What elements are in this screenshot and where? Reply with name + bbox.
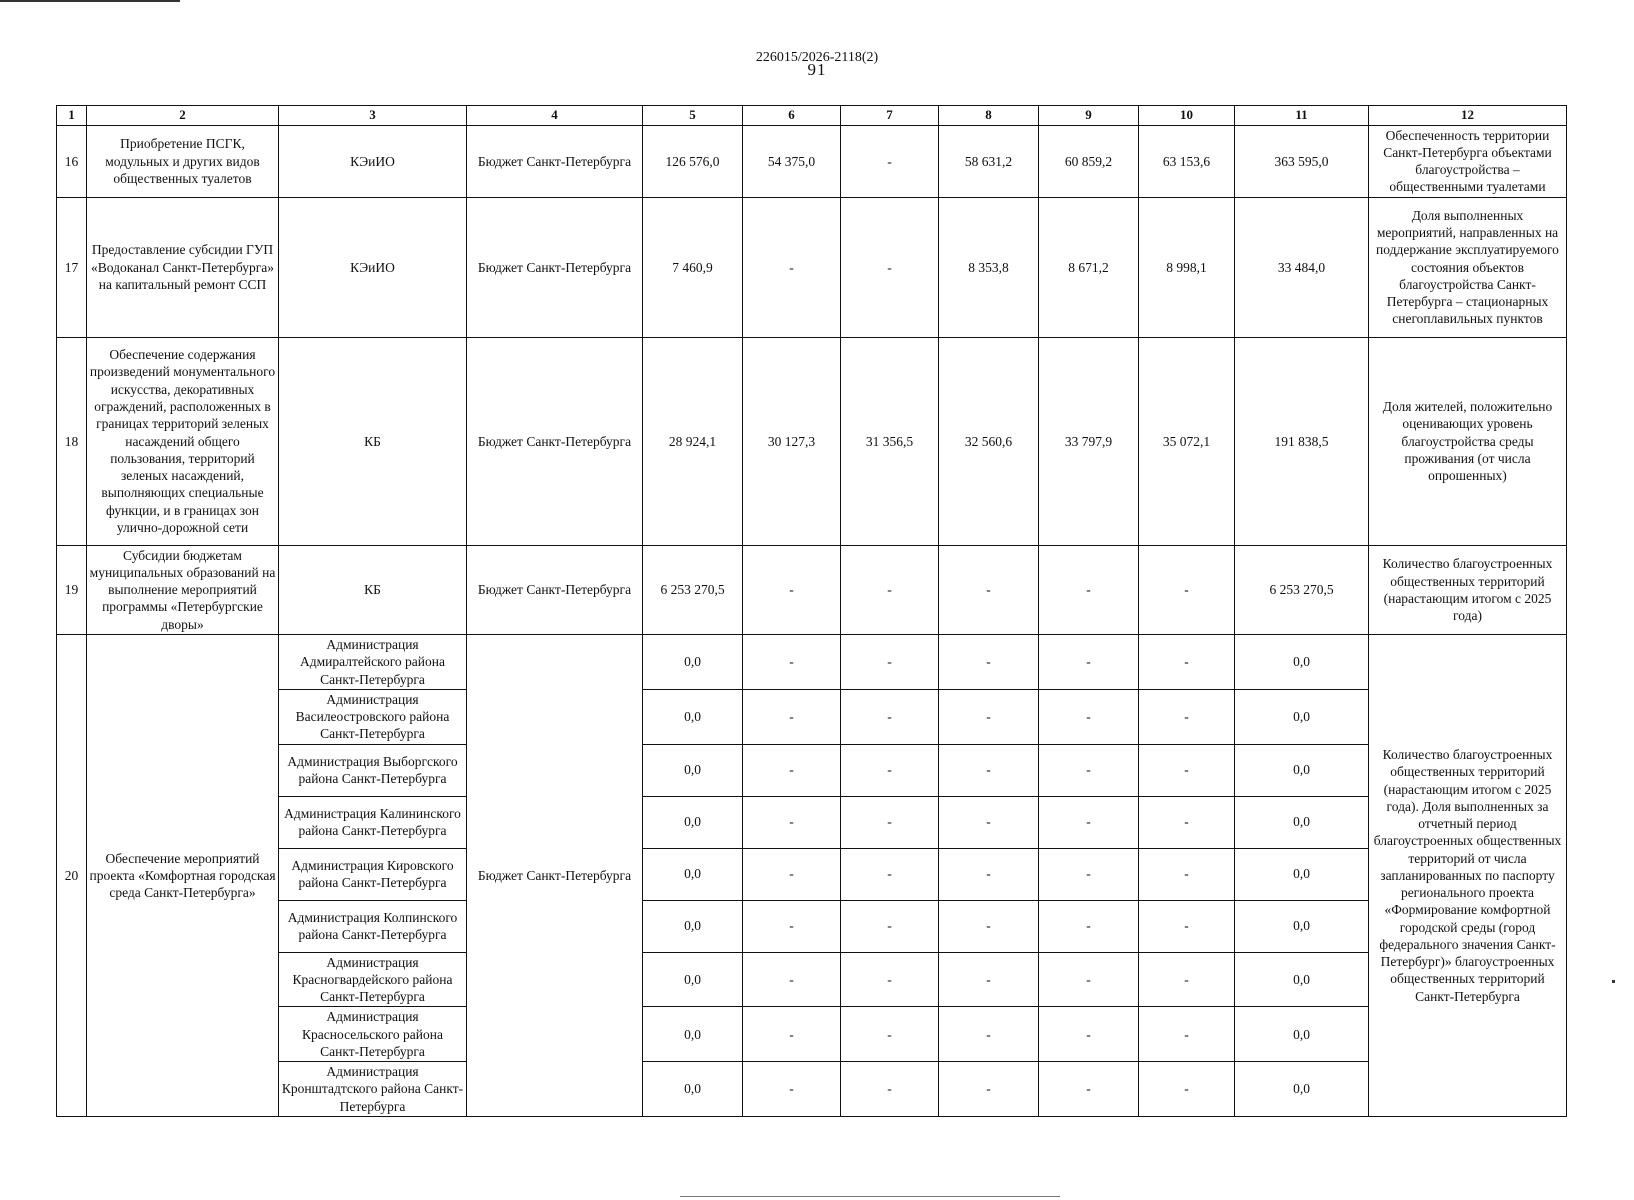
funding-source: Бюджет Санкт-Петербурга <box>467 197 643 337</box>
amount-cell: - <box>1039 952 1139 1007</box>
executor: Администрация Красногвардейского района Санкт-Петербурга <box>279 952 467 1007</box>
amount-cell: - <box>1139 635 1235 690</box>
row-number: 19 <box>57 545 87 634</box>
column-header: 8 <box>939 106 1039 126</box>
amount-cell: 0,0 <box>1235 689 1369 744</box>
amount-cell: - <box>841 1007 939 1062</box>
funding-source: Бюджет Санкт-Петербурга <box>467 545 643 634</box>
amount-cell: 0,0 <box>1235 900 1369 952</box>
table-row <box>57 1007 1567 1062</box>
row-number: 17 <box>57 197 87 337</box>
column-header: 11 <box>1235 106 1369 126</box>
amount-cell: - <box>1039 689 1139 744</box>
amount-cell: 54 375,0 <box>743 125 841 197</box>
activity-name: Обеспечение мероприятий проекта «Комфортная городская среда Санкт-Петербурга» <box>87 635 279 1117</box>
amount-cell: - <box>841 545 939 634</box>
amount-cell: - <box>1139 744 1235 796</box>
amount-cell: - <box>1039 796 1139 848</box>
amount-cell: - <box>841 744 939 796</box>
amount-cell: 35 072,1 <box>1139 337 1235 545</box>
amount-cell: - <box>939 1062 1039 1117</box>
amount-cell: - <box>1039 1062 1139 1117</box>
activity-name: Субсидии бюджетам муниципальных образований на выполнение мероприятий программы «Петербургские дворы» <box>87 545 279 634</box>
executor: Администрация Кронштадтского района Санкт-Петербурга <box>279 1062 467 1117</box>
amount-cell: - <box>1139 1062 1235 1117</box>
column-header: 6 <box>743 106 841 126</box>
column-header: 4 <box>467 106 643 126</box>
row-number: 18 <box>57 337 87 545</box>
table-row <box>57 635 1567 690</box>
scan-mark <box>1612 980 1615 983</box>
executor: КБ <box>279 337 467 545</box>
amount-cell: - <box>1039 635 1139 690</box>
amount-cell: 0,0 <box>643 1062 743 1117</box>
column-header: 5 <box>643 106 743 126</box>
funding-source: Бюджет Санкт-Петербурга <box>467 125 643 197</box>
amount-cell: - <box>1139 900 1235 952</box>
amount-cell: 63 153,6 <box>1139 125 1235 197</box>
amount-cell: - <box>743 744 841 796</box>
amount-cell: - <box>841 689 939 744</box>
amount-cell: - <box>841 848 939 900</box>
amount-cell: 0,0 <box>643 848 743 900</box>
amount-cell: - <box>939 796 1039 848</box>
scan-artifact <box>680 1196 1060 1197</box>
amount-cell: - <box>743 900 841 952</box>
amount-cell: - <box>939 689 1039 744</box>
amount-cell: 0,0 <box>643 744 743 796</box>
amount-cell: - <box>743 1007 841 1062</box>
amount-cell: - <box>1039 900 1139 952</box>
amount-cell: 0,0 <box>643 796 743 848</box>
amount-cell: 0,0 <box>1235 952 1369 1007</box>
table-row <box>57 689 1567 744</box>
executor: КЭиИО <box>279 197 467 337</box>
amount-cell: - <box>1139 1007 1235 1062</box>
executor: КБ <box>279 545 467 634</box>
amount-cell: 0,0 <box>1235 796 1369 848</box>
row-number: 16 <box>57 125 87 197</box>
amount-cell: - <box>841 796 939 848</box>
amount-cell: 0,0 <box>643 1007 743 1062</box>
amount-cell: 6 253 270,5 <box>643 545 743 634</box>
amount-cell: 8 353,8 <box>939 197 1039 337</box>
activity-name: Приобретение ПСГК, модульных и других видов общественных туалетов <box>87 125 279 197</box>
column-header: 7 <box>841 106 939 126</box>
table-row <box>57 796 1567 848</box>
table-row <box>57 545 1567 634</box>
amount-cell: - <box>743 952 841 1007</box>
column-header: 1 <box>57 106 87 126</box>
amount-cell: 191 838,5 <box>1235 337 1369 545</box>
amount-cell: - <box>1039 744 1139 796</box>
executor: КЭиИО <box>279 125 467 197</box>
column-header: 10 <box>1139 106 1235 126</box>
table-row <box>57 197 1567 337</box>
amount-cell: - <box>743 545 841 634</box>
column-header: 3 <box>279 106 467 126</box>
executor: Администрация Василеостровского района Санкт-Петербурга <box>279 689 467 744</box>
amount-cell: - <box>841 635 939 690</box>
amount-cell: 0,0 <box>1235 1007 1369 1062</box>
amount-cell: 363 595,0 <box>1235 125 1369 197</box>
indicator: Количество благоустроенных общественных территорий (нарастающим итогом с 2025 года). Доля выполненных за отчетный период благоустроенных общественных территорий от числа запланированных по паспорту регионального проекта «Формирование комфортной городской среды (город федерального значения Санкт-Петербург)» благоустроенных общественных территорий Санкт-Петербурга <box>1369 635 1567 1117</box>
amount-cell: 33 484,0 <box>1235 197 1369 337</box>
amount-cell: 0,0 <box>1235 635 1369 690</box>
amount-cell: - <box>743 796 841 848</box>
executor: Администрация Калининского района Санкт-Петербурга <box>279 796 467 848</box>
amount-cell: - <box>1139 689 1235 744</box>
amount-cell: 8 671,2 <box>1039 197 1139 337</box>
amount-cell: - <box>1139 952 1235 1007</box>
amount-cell: - <box>939 1007 1039 1062</box>
amount-cell: - <box>841 197 939 337</box>
amount-cell: - <box>939 635 1039 690</box>
amount-cell: - <box>743 689 841 744</box>
amount-cell: 126 576,0 <box>643 125 743 197</box>
amount-cell: 30 127,3 <box>743 337 841 545</box>
row-number: 20 <box>57 635 87 1117</box>
column-header: 12 <box>1369 106 1567 126</box>
table-row <box>57 337 1567 545</box>
funding-source: Бюджет Санкт-Петербурга <box>467 635 643 1117</box>
amount-cell: - <box>743 635 841 690</box>
executor: Администрация Адмиралтейского района Санкт-Петербурга <box>279 635 467 690</box>
amount-cell: - <box>1039 848 1139 900</box>
amount-cell: 0,0 <box>1235 848 1369 900</box>
table-row <box>57 848 1567 900</box>
amount-cell: - <box>841 1062 939 1117</box>
table-row <box>57 744 1567 796</box>
amount-cell: 0,0 <box>1235 744 1369 796</box>
indicator: Доля выполненных мероприятий, направленных на поддержание эксплуатируемого состояния объектов благоустройства Санкт-Петербурга – стационарных снегоплавильных пунктов <box>1369 197 1567 337</box>
amount-cell: 8 998,1 <box>1139 197 1235 337</box>
table-row <box>57 900 1567 952</box>
amount-cell: - <box>1139 848 1235 900</box>
activity-name: Обеспечение содержания произведений монументального искусства, декоративных ограждений, расположенных в границах территорий зеленых насаждений общего пользования, территорий зеленых насаждений, выполняющих специальные функции, и в границах зон улично-дорожной сети <box>87 337 279 545</box>
amount-cell: 6 253 270,5 <box>1235 545 1369 634</box>
amount-cell: - <box>743 1062 841 1117</box>
amount-cell: - <box>939 545 1039 634</box>
column-header: 9 <box>1039 106 1139 126</box>
indicator: Доля жителей, положительно оценивающих уровень благоустройства среды проживания (от числа опрошенных) <box>1369 337 1567 545</box>
amount-cell: 58 631,2 <box>939 125 1039 197</box>
amount-cell: - <box>939 900 1039 952</box>
funding-source: Бюджет Санкт-Петербурга <box>467 337 643 545</box>
amount-cell: 60 859,2 <box>1039 125 1139 197</box>
amount-cell: - <box>939 744 1039 796</box>
document-number: 226015/2026-2118(2) <box>755 50 879 65</box>
amount-cell: - <box>743 197 841 337</box>
amount-cell: - <box>1139 545 1235 634</box>
indicator: Количество благоустроенных общественных территорий (нарастающим итогом с 2025 года) <box>1369 545 1567 634</box>
amount-cell: - <box>841 952 939 1007</box>
executor: Администрация Кировского района Санкт-Петербурга <box>279 848 467 900</box>
program-table <box>56 105 1567 1117</box>
column-number-header-row <box>57 106 1567 126</box>
corner-rule <box>0 0 180 2</box>
amount-cell: 31 356,5 <box>841 337 939 545</box>
table-row <box>57 125 1567 197</box>
amount-cell: - <box>1139 796 1235 848</box>
amount-cell: 33 797,9 <box>1039 337 1139 545</box>
amount-cell: - <box>939 952 1039 1007</box>
amount-cell: - <box>1039 1007 1139 1062</box>
amount-cell: 0,0 <box>643 635 743 690</box>
amount-cell: 0,0 <box>643 689 743 744</box>
page-number: 91 <box>807 60 827 79</box>
amount-cell: - <box>841 900 939 952</box>
column-header: 2 <box>87 106 279 126</box>
amount-cell: 0,0 <box>643 900 743 952</box>
executor: Администрация Выборгского района Санкт-Петербурга <box>279 744 467 796</box>
amount-cell: 0,0 <box>643 952 743 1007</box>
amount-cell: 0,0 <box>1235 1062 1369 1117</box>
amount-cell: - <box>743 848 841 900</box>
amount-cell: - <box>1039 545 1139 634</box>
amount-cell: - <box>841 125 939 197</box>
activity-name: Предоставление субсидии ГУП «Водоканал Санкт-Петербурга» на капитальный ремонт ССП <box>87 197 279 337</box>
amount-cell: 32 560,6 <box>939 337 1039 545</box>
amount-cell: - <box>939 848 1039 900</box>
executor: Администрация Красносельского района Санкт-Петербурга <box>279 1007 467 1062</box>
amount-cell: 28 924,1 <box>643 337 743 545</box>
indicator: Обеспеченность территории Санкт-Петербурга объектами благоустройства – общественными туалетами <box>1369 125 1567 197</box>
amount-cell: 7 460,9 <box>643 197 743 337</box>
executor: Администрация Колпинского района Санкт-Петербурга <box>279 900 467 952</box>
table-row <box>57 1062 1567 1117</box>
table-row <box>57 952 1567 1007</box>
